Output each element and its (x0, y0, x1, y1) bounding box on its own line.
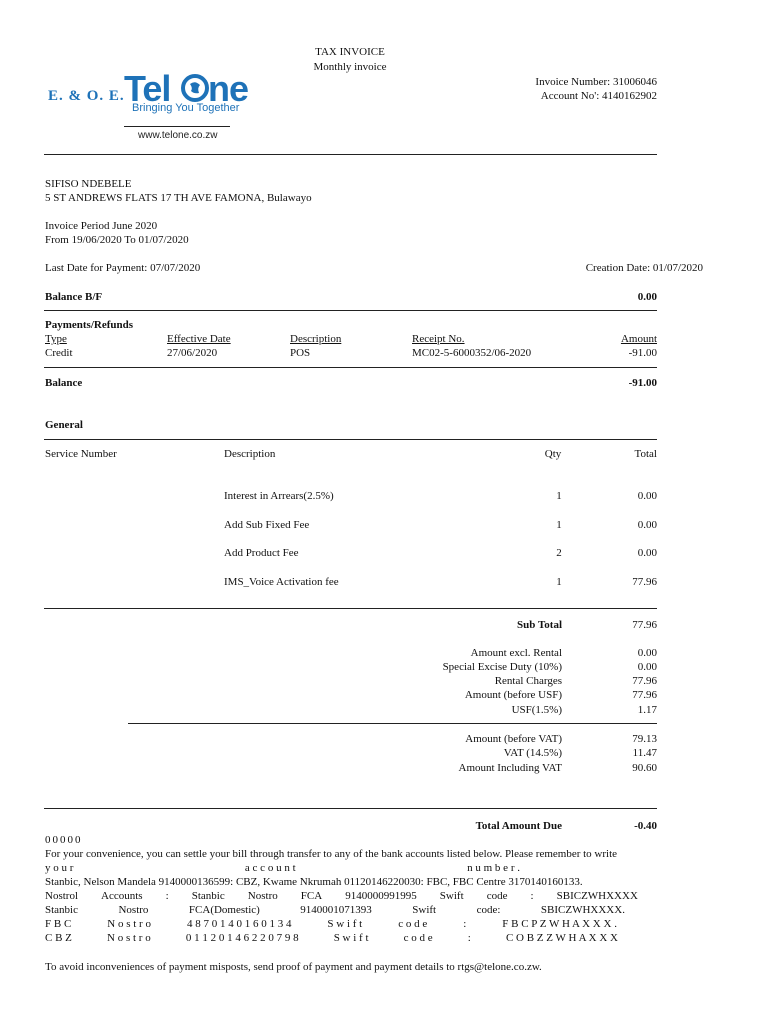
footer-word: FCA(Domestic) (188, 904, 260, 916)
footer-word: F B C (45, 918, 72, 930)
balance-bf-value: 0.00 (637, 291, 657, 303)
footer-word: 9140001071393 (300, 904, 372, 916)
breakdown-value: 77.96 (632, 675, 657, 687)
general-title: General (45, 419, 83, 431)
balance-label: Balance (45, 377, 83, 389)
document-subtitle: Monthly invoice (313, 61, 387, 73)
telone-logo (124, 68, 249, 116)
footer-word: N o s t r o (107, 932, 151, 944)
footer-nostro-line (45, 890, 638, 902)
item-description: Add Product Fee (224, 547, 299, 559)
logo-underline (124, 126, 230, 127)
footer-word: 4 8 7 0 1 4 0 1 6 0 1 3 4 (186, 918, 292, 930)
customer-address: 5 ST ANDREWS FLATS 17 TH AVE FAMONA, Bulawayo (45, 192, 312, 204)
last-payment-date: Last Date for Payment: 07/07/2020 (45, 262, 201, 274)
website-url: www.telone.co.zw (138, 130, 218, 141)
footer-word: SBICZWHXXXX (556, 890, 638, 902)
divider (44, 608, 657, 609)
footer-word: : (530, 890, 534, 902)
footer-note: To avoid inconveniences of payment misposts, send proof of payment and payment details to rtgs@telone.co.zw. (45, 961, 542, 973)
footer-word: Nostrol (45, 890, 78, 902)
breakdown-label: Special Excise Duty (10%) (442, 661, 562, 673)
vat-value: 11.47 (632, 747, 657, 759)
customer-name: SIFISO NDEBELE (45, 178, 132, 190)
eoe-label: E. & O. E. (48, 88, 125, 104)
globe-icon (181, 74, 209, 102)
document-title: TAX INVOICE (315, 46, 385, 58)
logo-text-ne: ne (208, 68, 249, 109)
breakdown-label: Rental Charges (494, 675, 562, 687)
col-qty-header: Qty (544, 448, 562, 460)
invoice-period: Invoice Period June 2020 (45, 220, 158, 232)
divider (128, 723, 657, 724)
subtotal-value: 77.96 (632, 619, 657, 631)
item-total: 0.00 (637, 547, 657, 559)
col-service-number-header: Service Number (45, 448, 117, 460)
payment-amount: -91.00 (628, 347, 657, 359)
item-qty: 1 (556, 490, 562, 502)
logo-text-tel: Tel (124, 68, 171, 109)
footer-word: Nostro (247, 890, 278, 902)
total-due-label: Total Amount Due (475, 820, 562, 832)
footer-fbc-line (45, 918, 617, 930)
logo-tagline: Bringing You Together (132, 102, 240, 114)
item-qty: 2 (556, 547, 562, 559)
breakdown-value: 0.00 (637, 647, 657, 659)
footer-word: Stanbic (45, 904, 78, 916)
item-description: Add Sub Fixed Fee (224, 519, 310, 531)
vat-value: 79.13 (632, 733, 657, 745)
footer-word: S w i f t (333, 932, 369, 944)
payment-receipt: MC02-5-6000352/06-2020 (412, 347, 532, 359)
footer-word: FCA (300, 890, 323, 902)
payment-description: POS (290, 347, 311, 359)
footer-word: n u m b e r . (467, 862, 520, 874)
creation-date: Creation Date: 01/07/2020 (585, 262, 703, 274)
footer-word: c o d e (403, 932, 433, 944)
footer-word: C O B Z Z W H A X X X (505, 932, 618, 944)
footer-word: Swift (439, 890, 464, 902)
footer-word: 0 1 1 2 0 1 4 6 2 2 0 7 9 8 (185, 932, 299, 944)
footer-code: 00000 (45, 834, 83, 846)
item-total: 77.96 (632, 576, 657, 588)
item-qty: 1 (556, 576, 562, 588)
footer-word: : (463, 918, 467, 930)
payment-date: 27/06/2020 (167, 347, 218, 359)
footer-bank-accounts: Stanbic, Nelson Mandela 9140000136599: CBZ, Kwame Nkrumah 01120146220030: FBC, FBC Centre 3170140160133. (45, 876, 583, 888)
footer-word: N o s t r o (107, 918, 151, 930)
footer-word: a c c o u n t (244, 862, 296, 874)
breakdown-value: 1.17 (637, 704, 657, 716)
period-range: From 19/06/2020 To 01/07/2020 (45, 234, 189, 246)
footer-instructions: For your convenience, you can settle your bill through transfer to any of the bank accounts listed below. Please remember to write (45, 848, 618, 860)
col-general-description-header: Description (224, 448, 276, 460)
vat-label: VAT (14.5%) (503, 747, 562, 759)
footer-word: F B C P Z W H A X X X . (502, 918, 617, 930)
footer-cbz-line (45, 932, 618, 944)
footer-word: C B Z (45, 932, 72, 944)
footer-word: Swift (412, 904, 437, 916)
vat-label: Amount (before VAT) (465, 733, 562, 745)
item-qty: 1 (556, 519, 562, 531)
footer-word: : (467, 932, 471, 944)
footer-word: c o d e (398, 918, 428, 930)
invoice-number: Invoice Number: 31006046 (535, 76, 657, 88)
footer-word: Nostro (118, 904, 149, 916)
total-due-value: -0.40 (634, 820, 657, 832)
balance-value: -91.00 (628, 377, 657, 389)
footer-word: Stanbic (191, 890, 225, 902)
footer-account-line (45, 862, 520, 874)
subtotal-label: Sub Total (517, 619, 562, 631)
divider (44, 808, 657, 809)
divider (44, 439, 657, 440)
breakdown-value: 0.00 (637, 661, 657, 673)
breakdown-label: Amount (before USF) (464, 689, 562, 701)
item-description: Interest in Arrears(2.5%) (224, 490, 334, 502)
breakdown-value: 77.96 (632, 689, 657, 701)
col-type-header: Type (45, 333, 67, 345)
divider (44, 310, 657, 311)
footer-word: S w i f t (327, 918, 363, 930)
footer-word: Accounts (101, 890, 143, 902)
footer-word: y o u r (45, 862, 74, 874)
item-total: 0.00 (637, 490, 657, 502)
footer-stanbic-line (45, 904, 625, 916)
item-total: 0.00 (637, 519, 657, 531)
account-number: Account No': 4140162902 (540, 90, 657, 102)
payment-type: Credit (45, 347, 73, 359)
breakdown-label: USF(1.5%) (511, 704, 562, 716)
col-effective-date-header: Effective Date (167, 333, 231, 345)
vat-label: Amount Including VAT (458, 762, 562, 774)
footer-word: code (486, 890, 508, 902)
item-description: IMS_Voice Activation fee (224, 576, 339, 588)
vat-value: 90.60 (632, 762, 657, 774)
footer-word: : (165, 890, 169, 902)
breakdown-label: Amount excl. Rental (470, 647, 562, 659)
col-description-header: Description (290, 333, 342, 345)
header-divider (44, 154, 657, 155)
payments-title: Payments/Refunds (45, 319, 134, 331)
col-total-header: Total (634, 448, 657, 460)
col-amount-header: Amount (620, 333, 657, 345)
footer-word: 9140000991995 (345, 890, 417, 902)
footer-word: SBICZWHXXXX. (540, 904, 625, 916)
col-receipt-header: Receipt No. (412, 333, 465, 345)
balance-bf-label: Balance B/F (45, 291, 103, 303)
footer-word: code: (476, 904, 501, 916)
divider (44, 367, 657, 368)
